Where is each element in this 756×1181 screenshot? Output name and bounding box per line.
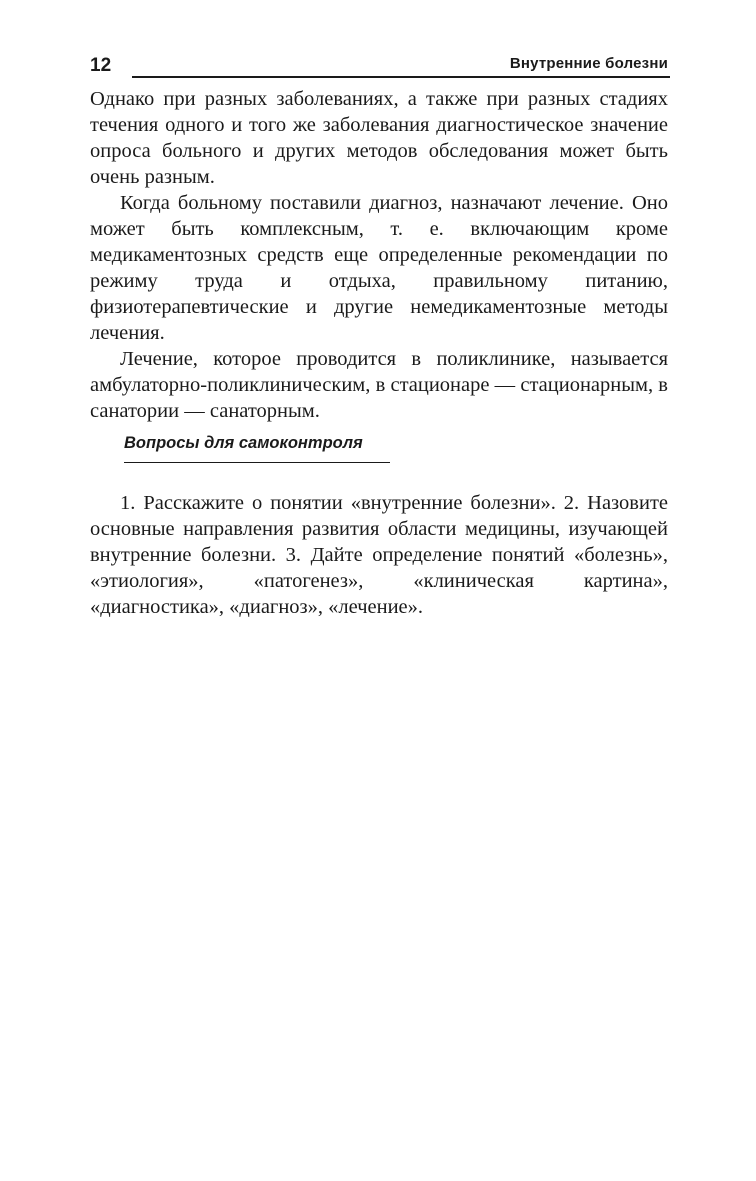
running-title: Внутренние болезни [509, 55, 668, 72]
section-heading-text: Вопросы для самоконтроля [124, 434, 363, 452]
section-heading [124, 432, 390, 463]
paragraph: Лечение, которое проводится в поликлинике, называется амбулаторно-поликлиническим, в стационаре — стационарным, в санатории — санаторным. [90, 348, 668, 422]
section-heading-rule [124, 462, 390, 463]
self-check-questions [90, 490, 668, 620]
page-number: 12 [90, 55, 112, 76]
paragraph: Однако при разных заболеваниях, а также при разных стадиях течения одного и того же заболевания диагностическое значение опроса больного и других методов обследования может быть очень разным. [90, 88, 668, 188]
questions-paragraph: 1. Расскажите о понятии «внутренние болезни». 2. Назовите основные направления развития области медицины, изучающей внутренние болезни. 3. Дайте определение понятий «болезнь», «этиология», «патогенез», «клиническая картина», «диагностика», «диагноз», «лечение». [90, 492, 668, 618]
header-rule [132, 76, 670, 78]
body-text [90, 86, 668, 424]
paragraph: Когда больному поставили диагноз, назначают лечение. Оно может быть комплексным, т. е. включающим кроме медикаментозных средств еще определенные рекомендации по режиму труда и отдыха, правильному питанию, физиотерапевтические и другие немедикаментозные методы лечения. [90, 192, 668, 344]
page-header [90, 50, 670, 80]
